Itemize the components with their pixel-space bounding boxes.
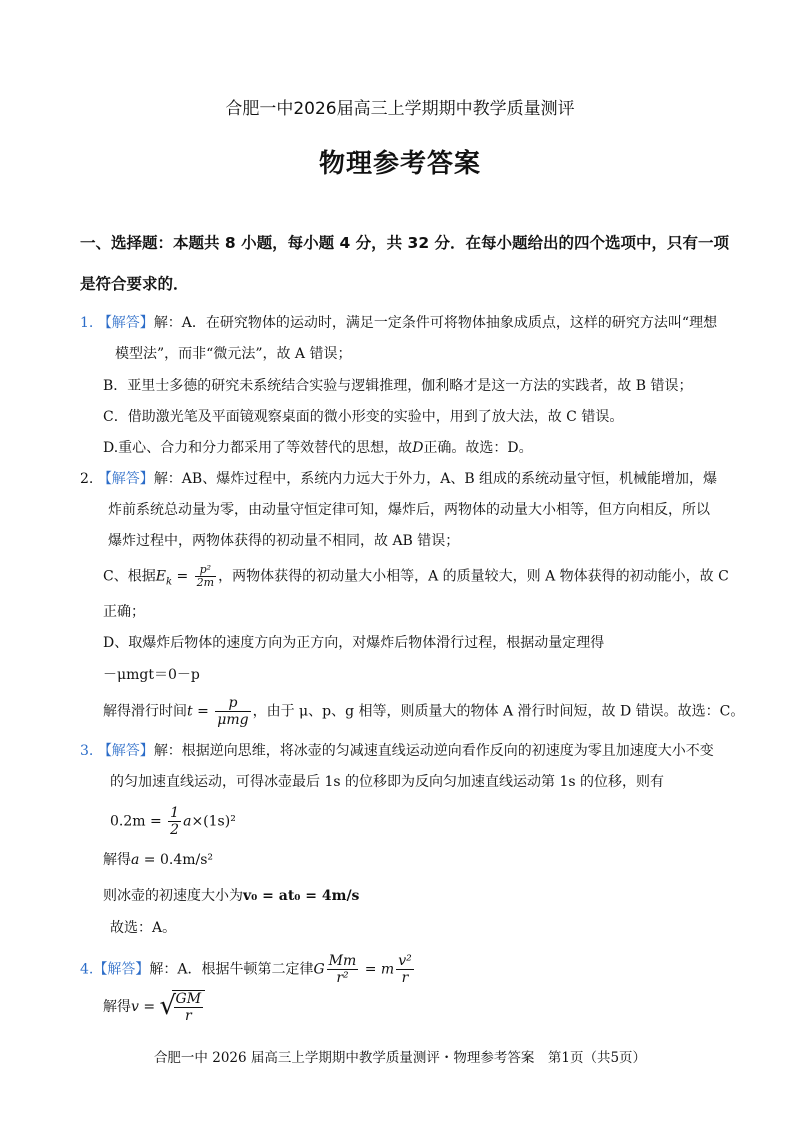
q2-frac-num: p² — [195, 564, 216, 577]
q2-number: 2. — [80, 471, 94, 487]
q3-number: 3. — [80, 743, 94, 759]
q3-text-4b: a — [131, 852, 140, 868]
q2-text-8a: 解得滑行时间 — [103, 703, 187, 720]
q2-fraction-ek — [195, 564, 216, 589]
q4-sqrt-den: r — [184, 1008, 192, 1024]
q3-text-3b: a — [183, 813, 192, 830]
q1-line5 — [103, 437, 533, 457]
q3-text-3c: ×(1s)² — [191, 813, 236, 830]
q2-eq-equals: = — [172, 568, 193, 585]
q2-answer-tag: 【解答】 — [97, 471, 154, 487]
q4-fraction-gravity — [327, 953, 359, 986]
radical-sign-icon: √ — [159, 991, 177, 1021]
q1-text-5b: D — [412, 440, 424, 456]
q4-gravity-den: r² — [336, 970, 349, 986]
q3-line6: 故选：A。 — [110, 920, 177, 936]
exam-title: 合肥一中2026届高三上学期期中教学质量测评 — [225, 99, 575, 119]
q4-line1 — [80, 953, 416, 986]
q3-half-num: 1 — [170, 805, 180, 821]
q3-text-5a: 则冰壶的初速度大小为 — [103, 888, 243, 904]
page-footer: 合肥一中 2026 届高三上学期期中教学质量测评・物理参考答案 第1页（共5页） — [153, 1050, 647, 1066]
q4-fraction-centripetal — [396, 953, 414, 986]
q3-text-4a: 解得 — [103, 852, 131, 868]
q1-line1 — [80, 312, 717, 332]
q2-t-den: μmg — [217, 712, 249, 728]
q2-t-num: p — [215, 695, 250, 712]
q3-text-3a: 0.2m = — [110, 813, 167, 830]
q2-text-4a: C、根据 — [103, 568, 156, 585]
q4-answer-tag: 【解答】 — [93, 961, 150, 978]
q4-sqrt-num: GM — [175, 991, 202, 1007]
section-heading-line2: 是符合要求的． — [80, 275, 189, 293]
q3-line2: 的匀加速直线运动，可得冰壶最后 1s 的位移即为反向匀加速直线运动第 1s 的位移，则有 — [110, 774, 664, 790]
q1-line3: B．亚里士多德的研究未系统结合实验与逻辑推理，伽利略才是这一方法的实践者，故 B 错误； — [103, 378, 693, 394]
q4-centripetal-num: v² — [398, 953, 412, 969]
section-heading-line1: 一、选择题：本题共 8 小题，每小题 4 分，共 32 分．在每小题给出的四个选项中，只有一项 — [80, 234, 730, 252]
q3-line4 — [103, 849, 213, 869]
q2-eq-t: t = — [187, 703, 214, 720]
q4-text-1a: 解：A．根据牛顿第二定律 — [149, 961, 314, 978]
q4-text-2a: 解得 — [103, 999, 131, 1015]
q3-answer-tag: 【解答】 — [97, 743, 154, 759]
q4-eq-g: G — [313, 961, 325, 978]
q2-line6: D、取爆炸后物体的速度方向为正方向，对爆炸后物体滑行过程，根据动量定理得 — [103, 635, 605, 651]
q2-fraction-t — [215, 695, 250, 728]
q3-line3 — [110, 805, 236, 838]
q3-line1 — [80, 740, 714, 760]
q3-text-5b: v₀ = at₀ = 4m/s — [243, 888, 360, 904]
q2-eq-ek: E — [155, 568, 166, 585]
q2-text-4b: ，两物体获得的初动量大小相等，A 的质量较大，则 A 物体获得的初动能小，故 C — [218, 568, 729, 585]
q4-fraction-sqrt — [174, 991, 204, 1024]
q2-text-8b: ，由于 μ、p、g 相等，则质量大的物体 A 滑行时间短，故 D 错误。故选：C。 — [252, 703, 745, 720]
q3-line5 — [103, 885, 359, 905]
q2-line3: 爆炸过程中，两物体获得的初动量不相同，故 AB 错误； — [108, 533, 460, 549]
q4-number: 4. — [80, 961, 94, 978]
q4-sqrt — [160, 990, 206, 1024]
q3-text-1: 解：根据逆向思维，将冰壶的匀减速直线运动逆向看作反向的初速度为零且加速度大小不变 — [153, 743, 714, 759]
q2-line2: 炸前系统总动量为零，由动量守恒定律可知，爆炸后，两物体的动量大小相等，但方向相反，所以 — [108, 502, 710, 518]
q1-number: 1. — [80, 315, 94, 331]
q2-line8 — [103, 695, 744, 728]
q1-answer-tag: 【解答】 — [97, 315, 154, 331]
q3-fraction-half — [168, 805, 181, 838]
q4-centripetal-den: r — [401, 970, 409, 986]
document-title: 物理参考答案 — [318, 149, 481, 179]
q2-line1 — [80, 468, 717, 488]
q2-text-1: 解：AB、爆炸过程中，系统内力远大于外力，A、B 组成的系统动量守恒，机械能增加，爆 — [153, 471, 718, 487]
q2-line4 — [103, 564, 729, 589]
q3-text-4c: = 0.4m/s² — [139, 852, 214, 868]
q3-half-den: 2 — [170, 822, 180, 838]
q1-text-1: 解：A．在研究物体的运动时，满足一定条件可将物体抽象成质点，这样的研究方法叫“理想 — [153, 315, 718, 331]
q2-frac-den: 2m — [196, 576, 215, 589]
q1-line2: 模型法”，而非“微元法”，故 A 错误； — [115, 346, 352, 362]
q4-gravity-num: Mm — [328, 953, 357, 969]
q2-line5: 正确； — [103, 604, 145, 620]
q4-eq-m: = m — [360, 961, 395, 978]
q1-line4: C．借助激光笔及平面镜观察桌面的微小形变的实验中，用到了放大法，故 C 错误。 — [103, 409, 624, 425]
q4-eq-v: v = — [131, 999, 160, 1015]
q2-line7: －μmgt＝0－p — [103, 667, 200, 683]
q1-text-5a: D.重心、合力和分力都采用了等效替代的思想，故 — [103, 440, 413, 456]
q4-line2 — [103, 990, 205, 1024]
q2-eq-k: k — [165, 576, 173, 588]
q1-text-5c: 正确。故选：D。 — [423, 440, 533, 456]
